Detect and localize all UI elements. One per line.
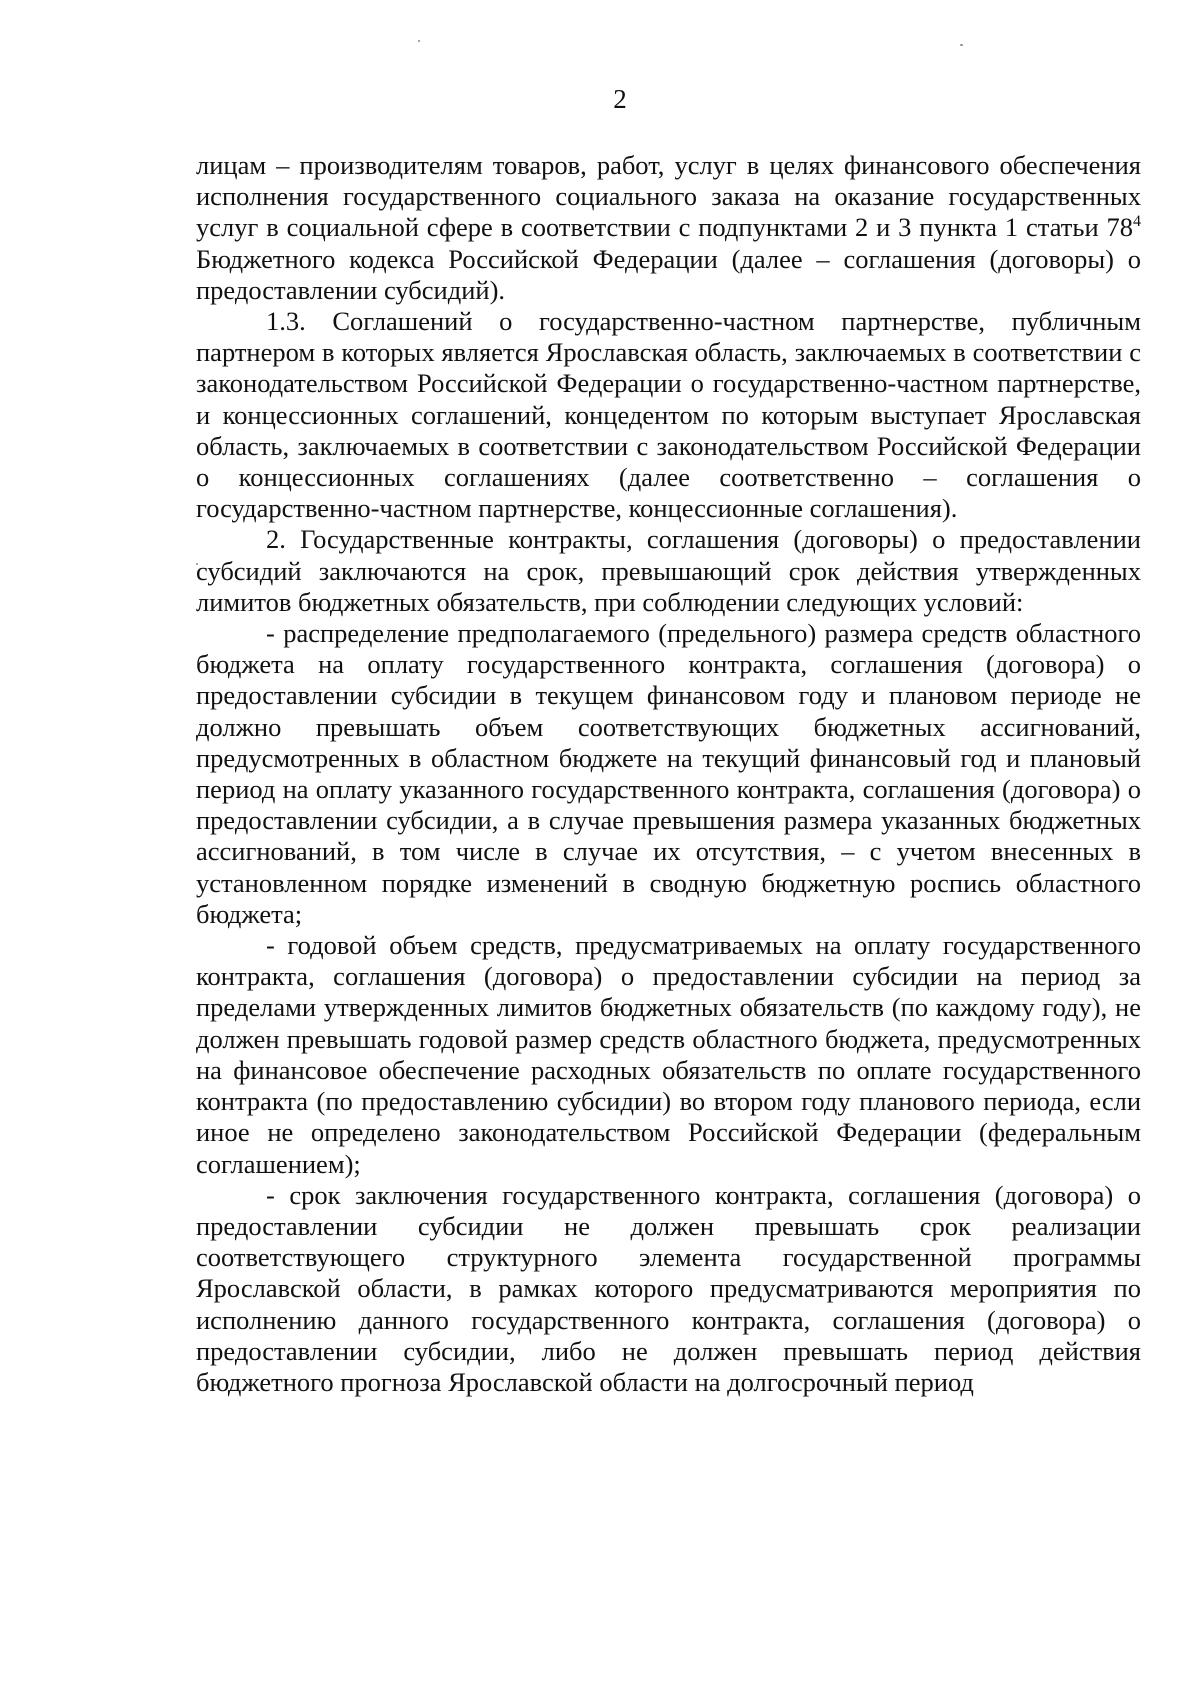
paragraph-continuation <box>196 150 1141 306</box>
list-item-annual-volume: - годовой объем средств, предусматриваемых на оплату государственного контракта, соглашения (договора) о предоставлении субсидии на период за пределами утвержденных лимитов бюджетных обязательств (по каждому году), не должен превышать годовой размер средств областного бюджета, предусмотренных на финансовое обеспечение расходных обязательств по оплате государственного контракта (по предоставлению субсидии) во втором году планового периода, если иное не определено законодательством Российской Федерации (федеральным соглашением); <box>196 930 1141 1179</box>
document-body <box>196 150 1141 1398</box>
scan-speck <box>960 44 963 46</box>
paragraph-clause-1-3: 1.3. Соглашений о государственно-частном партнерстве, публичным партнером в которых является Ярославская область, заключаемых в соответствии с законодательством Российской Федерации о государственно-частном партнерстве, и концессионных соглашений, концедентом по которым выступает Ярославская область, заключаемых в соответствии с законодательством Российской Федерации о концессионных соглашениях (далее соответственно – соглашения о государственно-частном партнерстве, концессионные соглашения). <box>196 306 1141 524</box>
paragraph-text: лицам – производителям товаров, работ, услуг в целях финансового обеспечения исполнения государственного социального заказа на оказание государственных услуг в социальной сфере в соответствии с подпунктами 2 и 3 пункта 1 статьи 78 <box>196 150 1141 243</box>
page-number: 2 <box>613 84 627 114</box>
scan-speck <box>418 40 420 42</box>
list-item-contract-term: - срок заключения государственного контракта, соглашения (договора) о предоставлении субсидии не должен превышать срок реализации соответствующего структурного элемента государственной программы Ярославской области, в рамках которого предусматриваются мероприятия по исполнению данного государственного контракта, соглашения (договора) о предоставлении субсидии, либо не должен превышать период действия бюджетного прогноза Ярославской области на долгосрочный период <box>196 1179 1141 1397</box>
article-superscript: 4 <box>1133 213 1141 231</box>
paragraph-text-tail: Бюджетного кодекса Российской Федерации (далее – соглашения (договоры) о предоставлении субсидий). <box>196 243 1141 305</box>
list-item-distribution: - распределение предполагаемого (предельного) размера средств областного бюджета на оплату государственного контракта, соглашения (договора) о предоставлении субсидии в текущем финансовом году и плановом периоде не должно превышать объем соответствующих бюджетных ассигнований, предусмотренных в областном бюджете на текущий финансовый год и плановый период на оплату указанного государственного контракта, соглашения (договора) о предоставлении субсидии, а в случае превышения размера указанных бюджетных ассигнований, в том числе в случае их отсутствия, – с учетом внесенных в установленном порядке изменений в сводную бюджетную роспись областного бюджета; <box>196 618 1141 929</box>
paragraph-clause-2: 2. Государственные контракты, соглашения (договоры) о предоставлении субсидий заключаются на срок, превышающий срок действия утвержденных лимитов бюджетных обязательств, при соблюдении следующих условий: <box>196 524 1141 617</box>
